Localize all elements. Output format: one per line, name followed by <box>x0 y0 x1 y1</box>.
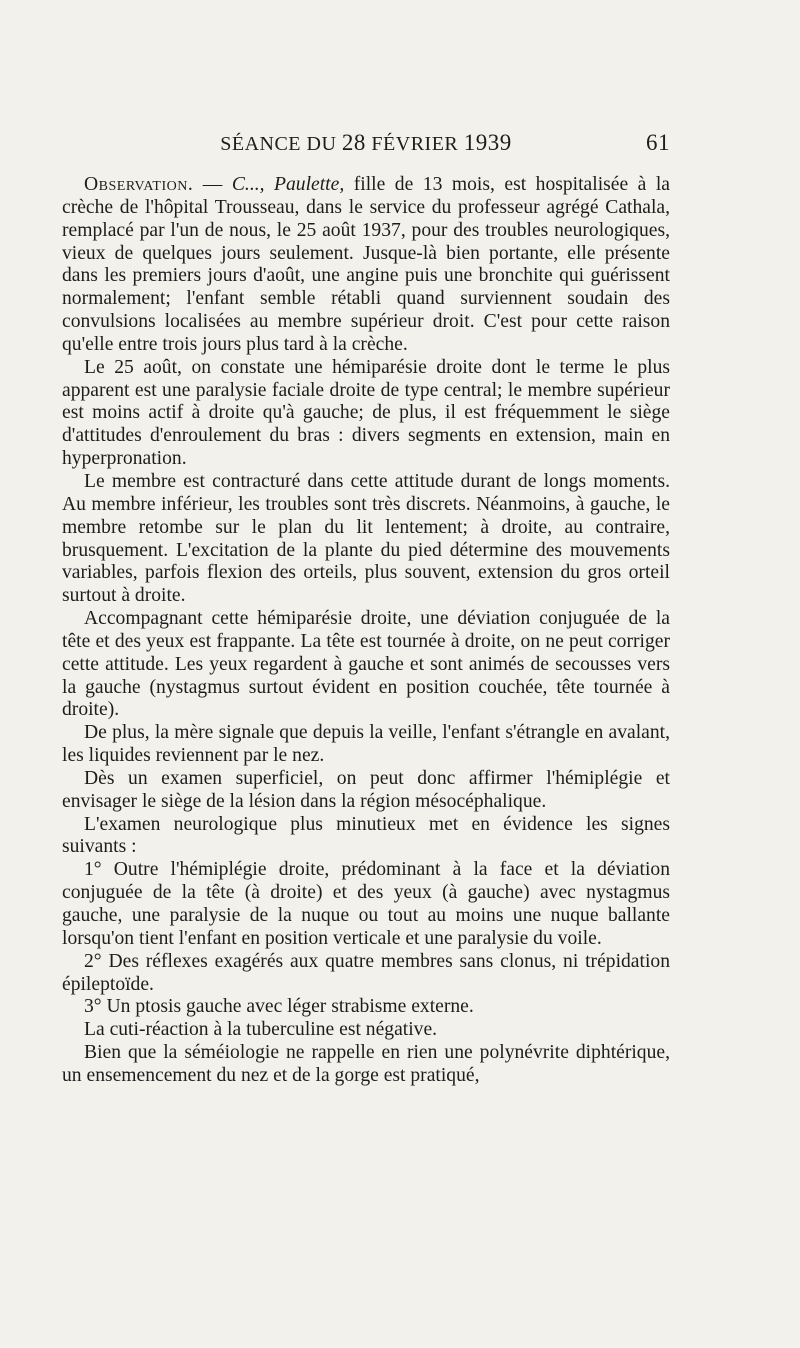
paragraph: 1° Outre l'hémiplégie droite, prédominant à la face et la déviation conjuguée de la tête (à droite) et des yeux (à gauche) avec nystagmus gauche, une paralysie de la nuque ou tout au moins une nuque ballante lorsqu'on tient l'enfant en position verticale et une paralysie du voile. <box>62 859 670 949</box>
paragraph: Dès un examen superficiel, on peut donc affirmer l'hémiplégie et envisager le siège de la lésion dans la région mésocéphalique. <box>62 767 670 812</box>
body-text <box>62 174 670 1088</box>
observation-dash: — <box>193 174 232 195</box>
patient-name: C..., Paulette, <box>231 174 345 195</box>
header-month: FÉVRIER <box>371 133 459 155</box>
paragraph: Bien que la séméiologie ne rappelle en rien une polynévrite diphtérique, un ensemencement du nez et de la gorge est pratiqué, <box>62 1042 670 1086</box>
paragraph: 3° Un ptosis gauche avec léger strabisme externe. <box>84 996 474 1018</box>
observation-label: Observation. <box>84 174 194 195</box>
paragraph: De plus, la mère signale que depuis la veille, l'enfant s'étrangle en avalant, les liquides reviennent par le nez. <box>62 722 670 767</box>
header-session: SÉANCE DU <box>220 133 337 155</box>
paragraph-observation <box>62 174 670 357</box>
running-header <box>62 130 670 160</box>
paragraph: La cuti-réaction à la tuberculine est négative. <box>84 1019 438 1041</box>
paragraph: Le 25 août, on constate une hémiparésie droite dont le terme le plus apparent est une paralysie faciale droite de type central; le membre supérieur est moins actif à droite qu'à gauche; de plus, il est fréquemment le siège d'attitudes d'enroulement du bras : divers segments en extension, main en hyperpronation. <box>62 356 670 470</box>
paragraph: 2° Des réflexes exagérés aux quatre membres sans clonus, ni trépidation épileptoïde. <box>62 950 670 995</box>
page-number: 61 <box>646 130 670 155</box>
observation-text: fille de 13 mois, est hospitalisée à la crèche de l'hôpital Trousseau, dans le service du professeur agrégé Cathala, remplacé par l'un de nous, le 25 août 1937, pour des troubles neurologiques, vieux de quelques jours seulement. Jusque-là bien portante, elle présente dans les premiers jours d'août, une angine puis une bronchite qui guérissent normalement; l'enfant semble rétabli quand surviennent soudain des convulsions localisées au membre supérieur droit. C'est pour cette raison qu'elle entre trois jours plus tard à la crèche. <box>62 174 671 355</box>
paragraph: L'examen neurologique plus minutieux met en évidence les signes suivants : <box>62 813 670 858</box>
paragraph: Le membre est contracturé dans cette attitude durant de longs moments. Au membre inférieur, les troubles sont très discrets. Néanmoins, à gauche, le membre retombe sur le plan du lit lentement; à droite, au contraire, brusquement. L'excitation de la plante du pied détermine des mouvements variables, parfois flexion des orteils, plus souvent, extension du gros orteil surtout à droite. <box>62 470 670 607</box>
paragraph: Accompagnant cette hémiparésie droite, une déviation conjuguée de la tête et des yeux est frappante. La tête est tournée à droite, on ne peut corriger cette attitude. Les yeux regardent à gauche et sont animés de secousses vers la gauche (nystagmus surtout évident en position couchée, tête tournée à droite). <box>62 608 670 721</box>
header-year: 1939 <box>463 130 512 155</box>
header-day: 28 <box>341 130 366 155</box>
header-title <box>62 130 670 156</box>
